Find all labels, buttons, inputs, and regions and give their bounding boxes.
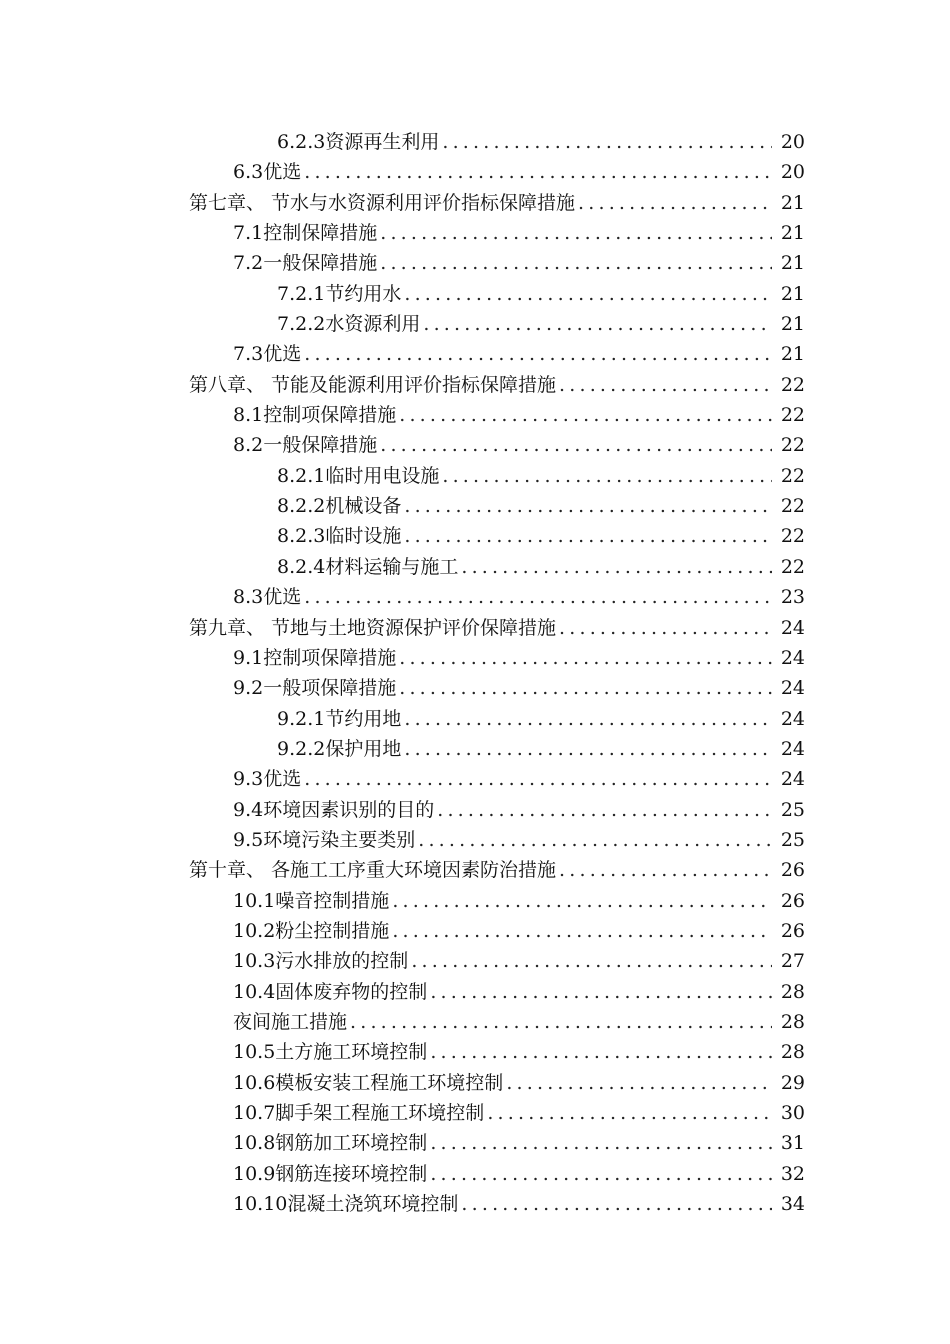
toc-entry[interactable] [0, 521, 950, 551]
toc-entry-title: 7.2一般保障措施 [233, 252, 378, 275]
toc-dot-leader [559, 855, 772, 885]
toc-page-number: 21 [780, 252, 805, 275]
toc-entry-title: 9.2.2保护用地 [277, 737, 402, 760]
toc-entry[interactable] [0, 795, 950, 825]
toc-dot-leader [461, 552, 772, 582]
toc-entry[interactable] [0, 1068, 950, 1098]
toc-entry-title: 10.2粉尘控制措施 [233, 919, 390, 942]
toc-entry-title: 第七章、 节水与水资源利用评价指标保障措施 [189, 191, 576, 214]
toc-entry[interactable] [0, 552, 950, 582]
toc-dot-leader [304, 339, 772, 369]
toc-page-number: 20 [780, 131, 805, 153]
toc-dot-leader [430, 1128, 772, 1158]
toc-entry-title: 第十章、 各施工工序重大环境因素防治措施 [189, 859, 557, 882]
toc-entry-title: 10.1噪音控制措施 [233, 889, 390, 912]
toc-entry-title: 10.10混凝土浇筑环境控制 [233, 1193, 459, 1216]
toc-entry[interactable] [0, 1037, 950, 1067]
toc-dot-leader [304, 582, 772, 612]
toc-page-number: 21 [780, 191, 805, 214]
toc-page-number: 26 [780, 889, 805, 912]
toc-entry-title: 10.6模板安装工程施工环境控制 [233, 1071, 504, 1094]
toc-dot-leader [461, 1189, 772, 1219]
toc-entry-title: 9.4环境因素识别的目的 [233, 798, 435, 821]
toc-entry[interactable] [0, 1159, 950, 1189]
toc-entry[interactable] [0, 704, 950, 734]
toc-page-number: 24 [780, 646, 805, 669]
toc-entry-title: 9.1控制项保障措施 [233, 646, 397, 669]
toc-entry-title: 6.3优选 [233, 161, 302, 184]
toc-page-number: 22 [780, 555, 805, 578]
toc-dot-leader [578, 188, 772, 218]
toc-dot-leader [442, 461, 772, 491]
toc-entry[interactable] [0, 916, 950, 946]
toc-dot-leader [423, 309, 772, 339]
toc-dot-leader [404, 704, 772, 734]
toc-page-number: 21 [780, 222, 805, 245]
toc-page-number: 22 [780, 404, 805, 427]
toc-entry[interactable] [0, 491, 950, 521]
toc-dot-leader [442, 127, 772, 157]
toc-entry[interactable] [0, 218, 950, 248]
toc-dot-leader [404, 521, 772, 551]
toc-entry-title: 10.5土方施工环境控制 [233, 1041, 428, 1064]
toc-dot-leader [392, 916, 772, 946]
toc-page-number: 32 [780, 1162, 805, 1185]
toc-dot-leader [506, 1068, 772, 1098]
toc-page-number: 21 [780, 343, 805, 366]
toc-entry-title: 第九章、 节地与土地资源保护评价保障措施 [189, 616, 557, 639]
toc-page-number: 26 [780, 919, 805, 942]
toc-page-number: 22 [780, 464, 805, 487]
toc-page-number: 23 [780, 586, 805, 609]
table-of-contents [0, 127, 950, 1219]
toc-entry[interactable] [0, 157, 950, 187]
toc-page-number: 22 [780, 525, 805, 548]
toc-page-number: 25 [780, 798, 805, 821]
toc-page-number: 24 [780, 616, 805, 639]
toc-page-number: 24 [780, 707, 805, 730]
toc-entry-title: 8.2.1临时用电设施 [277, 464, 440, 487]
toc-dot-leader [380, 248, 772, 278]
toc-entry[interactable] [0, 370, 950, 400]
toc-page-number: 24 [780, 677, 805, 700]
toc-page-number: 31 [780, 1132, 805, 1155]
toc-dot-leader [304, 157, 772, 187]
toc-page-number: 34 [780, 1193, 805, 1216]
toc-entry-title: 第八章、 节能及能源利用评价指标保障措施 [189, 373, 557, 396]
toc-entry-title: 10.7脚手架工程施工环境控制 [233, 1102, 485, 1124]
toc-entry[interactable] [0, 127, 950, 157]
toc-page-number: 21 [780, 282, 805, 305]
toc-dot-leader [399, 673, 772, 703]
toc-dot-leader [437, 795, 772, 825]
toc-page-number: 29 [780, 1071, 805, 1094]
toc-entry[interactable] [0, 1128, 950, 1158]
toc-page-number: 22 [780, 495, 805, 518]
toc-entry[interactable] [0, 886, 950, 916]
toc-dot-leader [430, 1037, 772, 1067]
toc-entry-title: 夜间施工措施 [233, 1010, 348, 1033]
toc-entry[interactable] [0, 1098, 950, 1128]
toc-dot-leader [430, 1159, 772, 1189]
toc-dot-leader [380, 430, 772, 460]
toc-dot-leader [404, 279, 772, 309]
toc-page-number: 28 [780, 980, 805, 1003]
toc-entry-title: 7.3优选 [233, 343, 302, 366]
toc-entry[interactable] [0, 946, 950, 976]
toc-entry-title: 9.2.1节约用地 [277, 707, 402, 730]
toc-dot-leader [404, 734, 772, 764]
toc-entry-title: 8.2一般保障措施 [233, 434, 378, 457]
toc-page-number: 24 [780, 768, 805, 791]
toc-dot-leader [404, 491, 772, 521]
toc-dot-leader [399, 400, 772, 430]
toc-entry-title: 7.2.1节约用水 [277, 282, 402, 305]
toc-page-number: 24 [780, 737, 805, 760]
toc-dot-leader [411, 946, 772, 976]
toc-entry-title: 8.2.2机械设备 [277, 495, 402, 518]
toc-entry-title: 10.3污水排放的控制 [233, 950, 409, 973]
toc-page-number: 21 [780, 313, 805, 336]
toc-page-number: 26 [780, 859, 805, 882]
toc-entry[interactable] [0, 279, 950, 309]
toc-entry-title: 8.3优选 [233, 586, 302, 609]
toc-page-number: 22 [780, 434, 805, 457]
toc-entry[interactable] [0, 400, 950, 430]
toc-entry[interactable] [0, 188, 950, 218]
toc-entry[interactable] [0, 461, 950, 491]
toc-entry[interactable] [0, 582, 950, 612]
toc-dot-leader [430, 977, 772, 1007]
toc-page-number: 20 [780, 161, 805, 184]
toc-page-number: 30 [780, 1102, 805, 1124]
toc-dot-leader [559, 370, 772, 400]
toc-page-number: 27 [780, 950, 805, 973]
toc-page-number: 25 [780, 828, 805, 851]
toc-entry-title: 8.1控制项保障措施 [233, 404, 397, 427]
toc-dot-leader [380, 218, 772, 248]
toc-entry[interactable] [0, 339, 950, 369]
toc-page-number: 28 [780, 1041, 805, 1064]
toc-entry[interactable] [0, 825, 950, 855]
toc-entry-title: 7.1控制保障措施 [233, 222, 378, 245]
toc-entry-title: 7.2.2水资源利用 [277, 313, 421, 336]
toc-entry[interactable] [0, 734, 950, 764]
toc-entry-title: 10.9钢筋连接环境控制 [233, 1162, 428, 1185]
toc-dot-leader [399, 643, 772, 673]
toc-entry-title: 8.2.4材料运输与施工 [277, 555, 459, 578]
toc-dot-leader [559, 613, 772, 643]
toc-entry[interactable] [0, 1007, 950, 1037]
toc-entry-title: 8.2.3临时设施 [277, 525, 402, 548]
toc-entry-title: 9.5环境污染主要类别 [233, 828, 416, 851]
toc-entry[interactable] [0, 1189, 950, 1219]
toc-dot-leader [304, 764, 772, 794]
toc-entry[interactable] [0, 673, 950, 703]
toc-entry-title: 10.4固体废弃物的控制 [233, 980, 428, 1003]
toc-entry-title: 9.3优选 [233, 768, 302, 791]
toc-entry[interactable] [0, 430, 950, 460]
toc-dot-leader [392, 886, 772, 916]
toc-dot-leader [418, 825, 772, 855]
toc-entry[interactable] [0, 764, 950, 794]
toc-entry[interactable] [0, 855, 950, 885]
toc-page-number: 28 [780, 1010, 805, 1033]
toc-entry[interactable] [0, 248, 950, 278]
toc-entry[interactable] [0, 643, 950, 673]
toc-entry[interactable] [0, 613, 950, 643]
toc-entry-title: 9.2一般项保障措施 [233, 677, 397, 700]
toc-dot-leader [350, 1007, 772, 1037]
toc-page-number: 22 [780, 373, 805, 396]
toc-dot-leader [487, 1098, 772, 1128]
toc-entry[interactable] [0, 309, 950, 339]
toc-entry[interactable] [0, 977, 950, 1007]
toc-entry-title: 6.2.3资源再生利用 [277, 131, 440, 153]
toc-entry-title: 10.8钢筋加工环境控制 [233, 1132, 428, 1155]
